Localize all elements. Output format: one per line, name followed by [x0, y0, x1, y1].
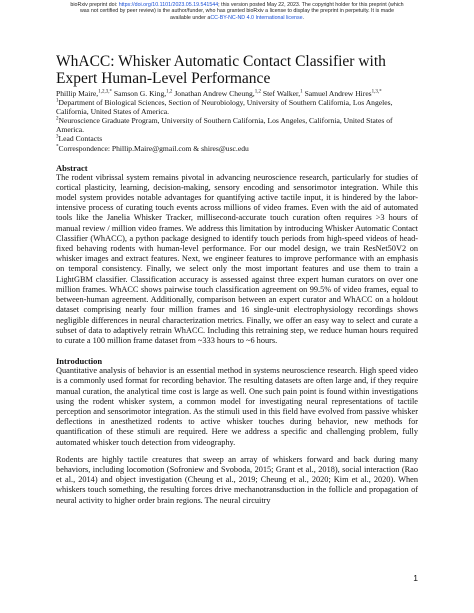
affiliation-marker: *	[56, 144, 59, 150]
affiliation-marker: 1	[56, 98, 59, 104]
author-affiliation-marker: 1,2	[254, 89, 261, 95]
affiliation-marker: 2	[56, 116, 59, 122]
page-number: 1	[413, 573, 418, 583]
intro-paragraph-2: Rodents are highly tactile creatures that sweep an array of whiskers forward and back during many behaviors, including locomotion (Sofroniew and Svoboda, 2015; Grant et al., 2018), social interaction (Rao et al., 2014) and object investigation (Cheung et al., 2019; Cheung et al., 2020; Kim et al., 2020). When whiskers touch something, the resulting forces drive mechanotransduction in the follicle and propagation of neural activity to higher order brain regions. The neural circuitry	[56, 454, 418, 505]
header-license-suffix: .	[302, 14, 305, 21]
header-license-prefix: available under a	[169, 14, 211, 21]
affiliation-text: Neuroscience Graduate Program, University of Southern California, Los Angeles, California, United States of America.	[56, 116, 393, 135]
biorxiv-preprint-header	[6, 2, 468, 21]
affiliation-item	[56, 144, 418, 153]
author-affiliation-marker: 1,3,*	[371, 89, 382, 95]
author-list	[56, 89, 418, 98]
affiliation-item	[56, 134, 418, 143]
header-doi-prefix: bioRxiv preprint doi:	[70, 2, 119, 8]
doi-link[interactable]: https://doi.org/10.1101/2023.05.19.541544	[118, 2, 219, 8]
abstract-text: The rodent vibrissal system remains pivotal in advancing neuroscience research, particularly for studies of cortical plasticity, learning, decision-making, sensory encoding and sensorimotor integration. While this model system provides notable advantages for quantifying active tactile input, it is hindered by the labor-intensive process of curating touch events across millions of video frames. Even with the aid of automated tools like the Janelia Whisker Tracker, millisecond-accurate touch curation often requires >3 hours of manual review / million video frames. We address this limitation by introducing Whisker Automatic Contact Classifier (WhACC), a python package designed to identify touch periods from high-speed videos of head-fixed behaving rodents with human-level performance. For our model design, we train ResNet50V2 on whisker images and extract features. Next, we engineer features to improve performance with an emphasis on temporal consistency. Finally, we select only the most important features and use them to train a LightGBM classifier. Classification accuracy is assessed against three expert human curators on over one million frames. WhACC shows pairwise touch classification agreement on 99.5% of video frames, equal to between-human agreement. Additionally, comparison between an expert curator and WhACC on a holdout dataset comprising nearly four million frames and 16 single-unit electrophysiology recordings shows negligible differences in neural characterization metrics. Finally, we offer an easy way to select and curate a subset of data to adaptively retrain WhACC. Including this retraining step, we reduce human hours required to curate a 100 million frame dataset from ~333 hours to ~6 hours.	[56, 172, 418, 345]
paper-title: WhACC: Whisker Automatic Contact Classifier with Expert Human-Level Performance	[56, 53, 386, 87]
license-link[interactable]: CC-BY-NC-ND 4.0 International license	[210, 14, 303, 21]
abstract-heading: Abstract	[56, 162, 88, 173]
affiliation-item	[56, 98, 418, 116]
author-affiliation-marker: 1,2	[166, 89, 173, 95]
author-name: Phillip Maire,	[56, 89, 99, 98]
author-name: Stef Walker,	[262, 89, 301, 98]
author-name: Samson G. King,	[113, 89, 167, 98]
affiliation-marker: 3	[56, 134, 59, 140]
header-line-2: was not certified by peer review) is the author/funder, who has granted bioRxiv a license to display the preprint in perpetuity. It is made	[79, 8, 395, 15]
header-line-3	[6, 15, 468, 21]
header-line-1-rest: ; this version posted May 22, 2023. The copyright holder for this preprint (which	[218, 2, 404, 8]
author-name: Jonathan Andrew Cheung,	[174, 89, 255, 98]
affiliation-list	[56, 98, 418, 153]
author-affiliation-marker: 1,2,3,*	[98, 89, 112, 95]
intro-paragraph-1: Quantitative analysis of behavior is an essential method in systems neuroscience research. High speed video is a commonly used format for recording behavior. The resulting datasets are often large and, if they require manual curation, the analytical time cost is large as well. One such pain point is found within investigations using the rodent whisker system, a common model for investigating neural representations of tactile perception and sensorimotor integration. As the stimuli used in this field have evolved from passive whisker deflections in anesthetized rodents to active whisker touches during behavior, new methods for quantification of these stimuli are required. Here we address a specific and challenging problem, fully automated whisker touch detection from videography.	[56, 366, 418, 447]
affiliation-item	[56, 116, 418, 134]
author-affiliation-marker: 1	[300, 89, 303, 95]
affiliation-text: Department of Biological Sciences, Section of Neurobiology, University of Southern California, Los Angeles, California, United States of America.	[56, 98, 393, 117]
affiliation-text: Correspondence: Phillip.Maire@gmail.com & shires@usc.edu	[58, 143, 249, 153]
author-name: Samuel Andrew Hires	[304, 89, 372, 98]
paper-content	[56, 54, 418, 506]
introduction-heading: Introduction	[56, 356, 103, 367]
affiliation-text: Lead Contacts	[58, 134, 103, 144]
